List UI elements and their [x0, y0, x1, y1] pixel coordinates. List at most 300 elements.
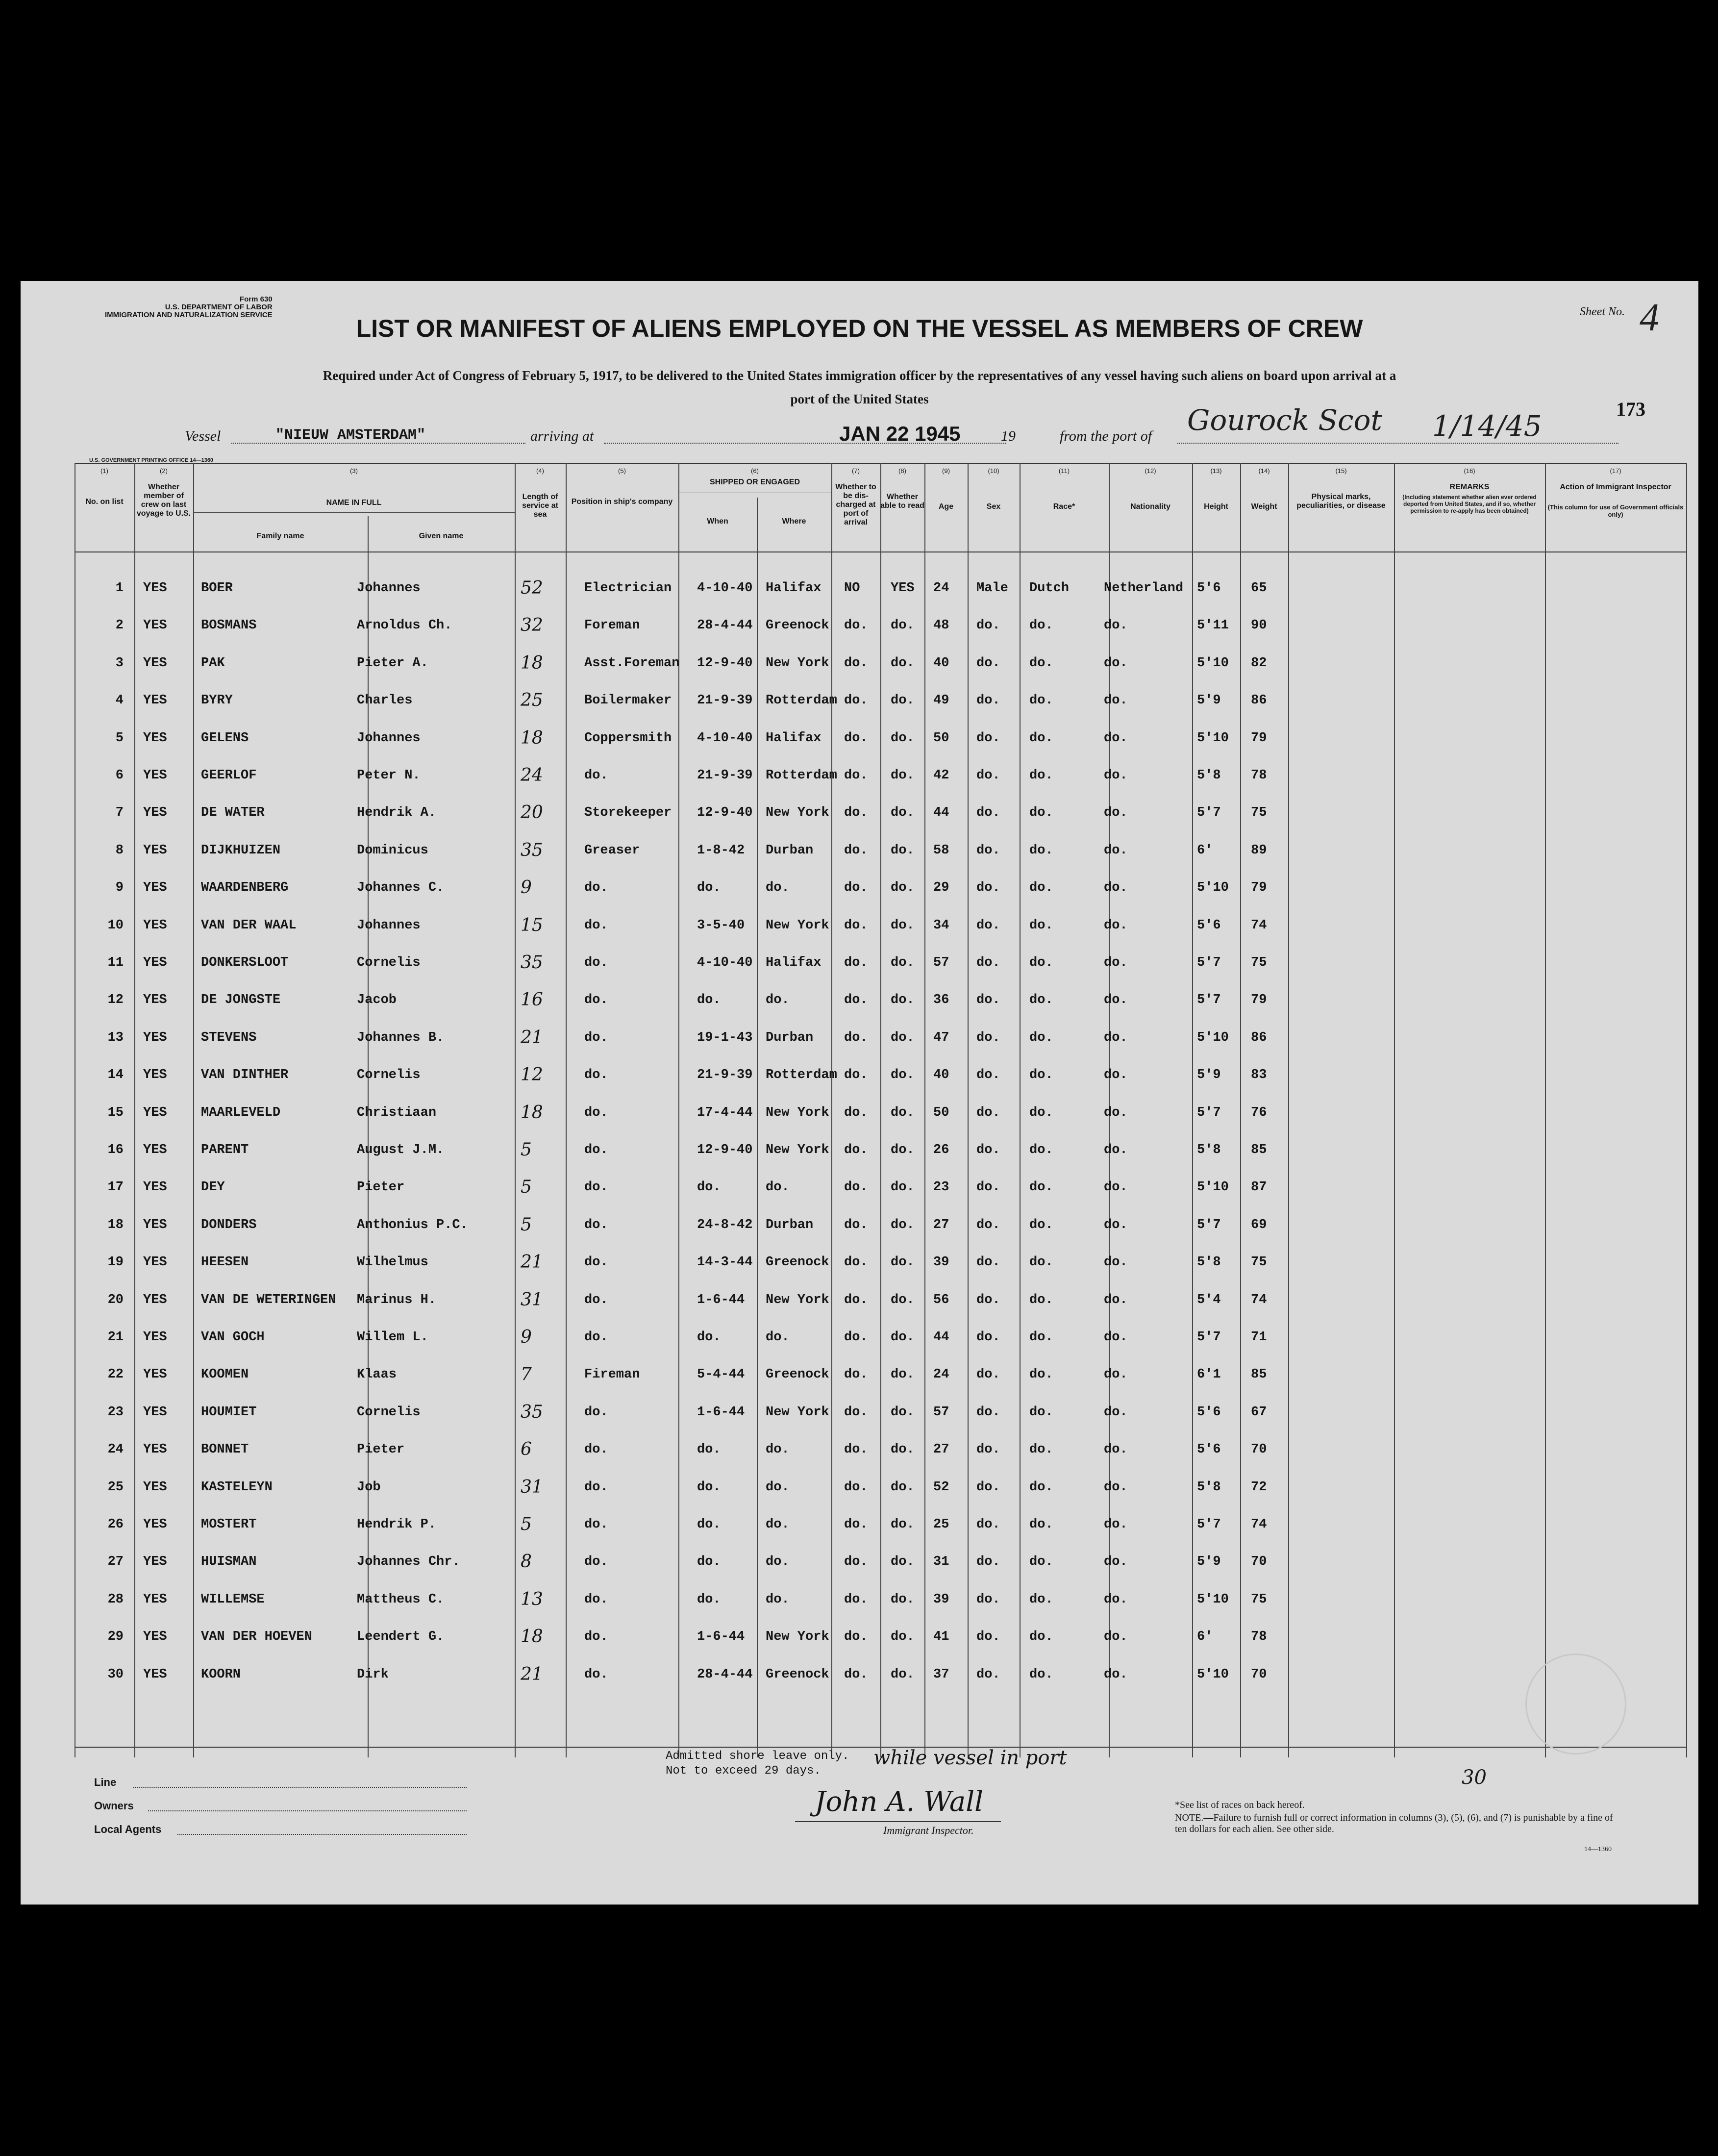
position-cell: Coppersmith	[584, 730, 672, 746]
form-code: 14—1360	[1584, 1846, 1612, 1853]
row-number-cell: 4	[115, 693, 124, 708]
shipped-when-cell: 14-3-44	[697, 1255, 753, 1270]
sex-cell: do.	[976, 955, 1000, 970]
weight-cell: 83	[1251, 1068, 1267, 1083]
shipped-when-cell: 1-6-44	[697, 1292, 745, 1307]
table-row	[75, 578, 1687, 601]
crew-last-voyage-cell: YES	[143, 1404, 167, 1420]
discharged-cell: do.	[844, 1554, 868, 1570]
age-cell: 27	[933, 1217, 949, 1232]
service-length-cell: 24	[521, 765, 543, 785]
shipped-where-cell: Greenock	[766, 618, 829, 633]
race-cell: do.	[1029, 1592, 1053, 1607]
family-name-cell: KOOMEN	[201, 1367, 249, 1382]
nationality-cell: do.	[1104, 730, 1128, 746]
sex-cell: do.	[976, 843, 1000, 858]
height-cell: 6'	[1197, 1630, 1213, 1645]
position-cell: do.	[584, 768, 608, 783]
col-num-15: (15)	[1335, 467, 1347, 475]
age-cell: 57	[933, 1404, 949, 1420]
row-number-cell: 1	[115, 581, 124, 596]
shipped-where-cell: Rotterdam	[766, 693, 837, 708]
table-row	[75, 1140, 1687, 1162]
sheet-number: 4	[1640, 296, 1659, 339]
shipped-when-cell: 21-9-39	[697, 693, 753, 708]
family-name-cell: PARENT	[201, 1143, 249, 1157]
position-cell: Foreman	[584, 618, 640, 633]
col-header-where: Where	[782, 517, 806, 526]
sex-cell: do.	[976, 655, 1000, 671]
service-length-cell: 12	[521, 1065, 543, 1085]
nationality-cell: do.	[1104, 993, 1128, 1008]
weight-cell: 76	[1251, 1105, 1267, 1120]
height-cell: 5'10	[1197, 1030, 1229, 1045]
sex-cell: do.	[976, 693, 1000, 708]
shipped-when-cell: 1-8-42	[697, 843, 745, 858]
table-row	[75, 1252, 1687, 1275]
table-row	[75, 877, 1687, 900]
able-to-read-cell: YES	[891, 581, 915, 596]
col-header-remarks: REMARKS	[1449, 483, 1490, 491]
race-cell: do.	[1029, 1292, 1053, 1307]
shipped-where-cell: do.	[766, 1330, 790, 1345]
given-name-cell: Wilhelmus	[357, 1255, 428, 1270]
race-cell: do.	[1029, 1105, 1053, 1120]
family-name-cell: MAARLEVELD	[201, 1105, 281, 1120]
shipped-when-cell: do.	[697, 1442, 721, 1457]
weight-cell: 78	[1251, 768, 1267, 783]
race-cell: do.	[1029, 1143, 1053, 1157]
sex-cell: do.	[976, 918, 1000, 933]
service-length-cell: 18	[521, 652, 543, 673]
position-cell: do.	[584, 1180, 608, 1195]
sex-cell: do.	[976, 1517, 1000, 1532]
height-cell: 6'	[1197, 843, 1213, 858]
service-length-cell: 18	[521, 1102, 543, 1123]
position-cell: do.	[584, 1030, 608, 1045]
position-cell: Fireman	[584, 1367, 640, 1382]
height-cell: 5'10	[1197, 880, 1229, 896]
shipped-where-cell: do.	[766, 880, 790, 896]
col-num-10: (10)	[988, 467, 999, 475]
discharged-cell: do.	[844, 1442, 868, 1457]
position-cell: do.	[584, 1105, 608, 1120]
family-name-cell: DONDERS	[201, 1217, 257, 1232]
row-number-cell: 23	[107, 1404, 124, 1420]
age-cell: 50	[933, 730, 949, 746]
col-num-9: (9)	[942, 467, 950, 475]
age-cell: 57	[933, 955, 949, 970]
discharged-cell: do.	[844, 880, 868, 896]
table-row	[75, 955, 1687, 975]
crew-last-voyage-cell: YES	[143, 655, 167, 671]
col-num-3: (3)	[350, 467, 358, 475]
crew-last-voyage-cell: YES	[143, 1105, 167, 1120]
shipped-where-cell: New York	[766, 1292, 829, 1307]
given-name-cell: Job	[357, 1479, 381, 1495]
race-cell: do.	[1029, 805, 1053, 821]
table-row	[75, 1065, 1687, 1087]
table-row	[75, 1177, 1687, 1200]
height-cell: 6'1	[1197, 1367, 1221, 1382]
position-cell: do.	[584, 1479, 608, 1495]
table-row	[75, 1514, 1687, 1537]
family-name-cell: BYRY	[201, 693, 233, 708]
service-length-cell: 52	[521, 578, 543, 598]
family-name-cell: DE WATER	[201, 805, 265, 821]
race-cell: do.	[1029, 1217, 1053, 1232]
height-cell: 5'6	[1197, 1442, 1221, 1457]
race-cell: do.	[1029, 1667, 1053, 1682]
crew-last-voyage-cell: YES	[143, 1442, 167, 1457]
given-name-cell: Cornelis	[357, 1068, 421, 1083]
service-length-cell: 9	[521, 1327, 532, 1347]
able-to-read-cell: do.	[891, 880, 915, 896]
from-port-label: from the port of	[1060, 428, 1152, 444]
service-length-cell: 5	[521, 1140, 532, 1160]
given-name-cell: August J.M.	[357, 1143, 445, 1157]
family-name-cell: GEERLOF	[201, 768, 257, 783]
service-length-cell: 9	[521, 877, 532, 898]
col-header-action: Action of Immigrant Inspector	[1560, 483, 1671, 491]
position-cell: do.	[584, 1255, 608, 1270]
row-number-cell: 26	[107, 1517, 124, 1532]
age-cell: 56	[933, 1292, 949, 1307]
able-to-read-cell: do.	[891, 1479, 915, 1495]
weight-cell: 79	[1251, 993, 1267, 1008]
service-length-cell: 18	[521, 1627, 543, 1647]
subtitle-line-2: port of the United States	[790, 392, 929, 406]
col-header-service: Length of service at sea	[522, 493, 558, 519]
given-name-cell: Leendert G.	[357, 1630, 445, 1645]
family-name-cell: VAN DE WETERINGEN	[201, 1292, 336, 1307]
position-cell: do.	[584, 1630, 608, 1645]
family-name-cell: HUISMAN	[201, 1554, 257, 1570]
shipped-when-cell: 4-10-40	[697, 955, 753, 970]
sex-cell: do.	[976, 1554, 1000, 1570]
shipped-where-cell: do.	[766, 1180, 790, 1195]
sex-cell: do.	[976, 1479, 1000, 1495]
shipped-where-cell: New York	[766, 1143, 829, 1157]
discharged-cell: do.	[844, 1667, 868, 1682]
sex-cell: do.	[976, 1404, 1000, 1420]
position-cell: do.	[584, 993, 608, 1008]
nationality-cell: do.	[1104, 1105, 1128, 1120]
row-number-cell: 2	[115, 618, 124, 633]
given-name-cell: Marinus H.	[357, 1292, 437, 1307]
weight-cell: 75	[1251, 955, 1267, 970]
race-cell: do.	[1029, 1255, 1053, 1270]
shipped-when-cell: do.	[697, 880, 721, 896]
row-number-cell: 14	[107, 1068, 124, 1083]
age-cell: 42	[933, 768, 949, 783]
row-number-cell: 21	[107, 1330, 124, 1345]
crew-last-voyage-cell: YES	[143, 805, 167, 821]
vessel-label: Vessel	[185, 428, 221, 444]
weight-cell: 82	[1251, 655, 1267, 671]
position-cell: do.	[584, 1592, 608, 1607]
family-name-cell: DEY	[201, 1180, 225, 1195]
family-name-cell: HOUMIET	[201, 1404, 257, 1420]
nationality-cell: do.	[1104, 1592, 1128, 1607]
age-cell: 39	[933, 1255, 949, 1270]
crew-last-voyage-cell: YES	[143, 1630, 167, 1645]
position-cell: Electrician	[584, 581, 672, 596]
crew-last-voyage-cell: YES	[143, 1180, 167, 1195]
age-cell: 41	[933, 1630, 949, 1645]
position-cell: do.	[584, 1554, 608, 1570]
shipped-when-cell: 21-9-39	[697, 768, 753, 783]
local-agents-label: Local Agents	[94, 1823, 162, 1835]
sex-cell: do.	[976, 1255, 1000, 1270]
weight-cell: 70	[1251, 1667, 1267, 1682]
discharged-cell: do.	[844, 1255, 868, 1270]
year-prefix: 19	[1001, 428, 1016, 444]
crew-last-voyage-cell: YES	[143, 1479, 167, 1495]
shipped-when-cell: 17-4-44	[697, 1105, 753, 1120]
race-cell: do.	[1029, 1442, 1053, 1457]
table-row	[75, 1102, 1687, 1125]
shipped-when-cell: 12-9-40	[697, 1143, 753, 1157]
shipped-when-cell: 21-9-39	[697, 1068, 753, 1083]
position-cell: Boilermaker	[584, 693, 672, 708]
col-header-action-note: (This column for use of Government officials only)	[1547, 503, 1684, 518]
race-cell: do.	[1029, 1180, 1053, 1195]
height-cell: 5'7	[1197, 805, 1221, 821]
crew-last-voyage-cell: YES	[143, 1217, 167, 1232]
discharged-cell: do.	[844, 955, 868, 970]
height-cell: 5'6	[1197, 581, 1221, 596]
sex-cell: do.	[976, 805, 1000, 821]
shipped-where-cell: do.	[766, 1479, 790, 1495]
discharged-cell: do.	[844, 1330, 868, 1345]
crew-last-voyage-cell: YES	[143, 993, 167, 1008]
sex-cell: do.	[976, 768, 1000, 783]
inspector-label: Immigrant Inspector.	[883, 1824, 974, 1836]
sex-cell: Male	[976, 581, 1008, 596]
table-row	[75, 1327, 1687, 1350]
weight-cell: 67	[1251, 1404, 1267, 1420]
given-name-cell: Pieter	[357, 1442, 405, 1457]
sex-cell: do.	[976, 880, 1000, 896]
row-number-cell: 25	[107, 1479, 124, 1495]
able-to-read-cell: do.	[891, 1592, 915, 1607]
table-row	[75, 1554, 1687, 1574]
given-name-cell: Johannes B.	[357, 1030, 445, 1045]
sex-cell: do.	[976, 1292, 1000, 1307]
age-cell: 29	[933, 880, 949, 896]
position-cell: Asst.Foreman	[584, 655, 680, 671]
position-cell: do.	[584, 1068, 608, 1083]
height-cell: 5'10	[1197, 730, 1229, 746]
height-cell: 5'10	[1197, 655, 1229, 671]
date-handwritten: 1/14/45	[1432, 409, 1542, 443]
position-cell: do.	[584, 1330, 608, 1345]
nationality-cell: do.	[1104, 955, 1128, 970]
shipped-when-cell: do.	[697, 1592, 721, 1607]
service-length-cell: 5	[521, 1214, 532, 1235]
given-name-cell: Johannes	[357, 730, 421, 746]
shipped-when-cell: 12-9-40	[697, 805, 753, 821]
crew-last-voyage-cell: YES	[143, 1517, 167, 1532]
nationality-cell: do.	[1104, 880, 1128, 896]
sex-cell: do.	[976, 730, 1000, 746]
weight-cell: 70	[1251, 1554, 1267, 1570]
line-label: Line	[94, 1776, 117, 1788]
height-cell: 5'9	[1197, 693, 1221, 708]
height-cell: 5'8	[1197, 1479, 1221, 1495]
table-row	[75, 990, 1687, 1012]
able-to-read-cell: do.	[891, 1517, 915, 1532]
family-name-cell: KASTELEYN	[201, 1479, 273, 1495]
manifest-sheet	[21, 281, 1698, 1905]
race-cell: do.	[1029, 880, 1053, 896]
vessel-name: "NIEUW AMSTERDAM"	[275, 427, 426, 444]
able-to-read-cell: do.	[891, 768, 915, 783]
race-cell: do.	[1029, 730, 1053, 746]
weight-cell: 74	[1251, 1517, 1267, 1532]
discharged-cell: do.	[844, 918, 868, 933]
given-name-cell: Anthonius P.C.	[357, 1217, 468, 1232]
given-name-cell: Pieter A.	[357, 655, 428, 671]
row-number-cell: 16	[107, 1143, 124, 1157]
height-cell: 5'8	[1197, 1255, 1221, 1270]
discharged-cell: do.	[844, 993, 868, 1008]
family-name-cell: VAN DINTHER	[201, 1068, 289, 1083]
weight-cell: 87	[1251, 1180, 1267, 1195]
sheet-label: Sheet No.	[1580, 305, 1625, 318]
row-number-cell: 9	[115, 880, 124, 896]
weight-cell: 75	[1251, 1255, 1267, 1270]
given-name-cell: Dominicus	[357, 843, 428, 858]
col-header-physical: Physical marks, peculiarities, or disease	[1296, 493, 1386, 510]
able-to-read-cell: do.	[891, 1330, 915, 1345]
weight-cell: 65	[1251, 581, 1267, 596]
shipped-where-cell: do.	[766, 1442, 790, 1457]
crew-last-voyage-cell: YES	[143, 618, 167, 633]
age-cell: 58	[933, 843, 949, 858]
height-cell: 5'8	[1197, 768, 1221, 783]
page-title: LIST OR MANIFEST OF ALIENS EMPLOYED ON THE VESSEL AS MEMBERS OF CREW	[356, 315, 1363, 342]
given-name-cell: Christiaan	[357, 1105, 437, 1120]
handwritten-note: while vessel in port	[873, 1747, 1067, 1769]
given-name-cell: Jacob	[357, 993, 397, 1008]
shipped-when-cell: 4-10-40	[697, 581, 753, 596]
table-row	[75, 1439, 1687, 1462]
service-length-cell: 15	[521, 915, 543, 935]
position-cell: do.	[584, 1442, 608, 1457]
row-number-cell: 13	[107, 1030, 124, 1045]
service-length-cell: 18	[521, 727, 543, 748]
given-name-cell: Hendrik A.	[357, 805, 437, 821]
family-name-cell: BONNET	[201, 1442, 249, 1457]
age-cell: 24	[933, 1367, 949, 1382]
sex-cell: do.	[976, 1068, 1000, 1083]
family-name-cell: VAN GOCH	[201, 1330, 265, 1345]
height-cell: 5'6	[1197, 1404, 1221, 1420]
height-cell: 5'7	[1197, 955, 1221, 970]
weight-cell: 90	[1251, 618, 1267, 633]
service-length-cell: 31	[521, 1289, 543, 1310]
table-row	[75, 840, 1687, 863]
sex-cell: do.	[976, 1630, 1000, 1645]
arriving-label: arriving at	[530, 428, 594, 444]
given-name-cell: Dirk	[357, 1667, 389, 1682]
age-cell: 39	[933, 1592, 949, 1607]
position-cell: do.	[584, 918, 608, 933]
race-cell: do.	[1029, 1479, 1053, 1495]
service-length-cell: 31	[521, 1477, 543, 1497]
given-name-cell: Johannes C.	[357, 880, 445, 896]
position-cell: do.	[584, 880, 608, 896]
col-num-17: (17)	[1610, 467, 1621, 475]
age-cell: 27	[933, 1442, 949, 1457]
weight-cell: 89	[1251, 843, 1267, 858]
given-name-cell: Charles	[357, 693, 413, 708]
table-row	[75, 1402, 1687, 1425]
crew-last-voyage-cell: YES	[143, 1367, 167, 1382]
position-cell: do.	[584, 1217, 608, 1232]
age-cell: 31	[933, 1554, 949, 1570]
shipped-where-cell: do.	[766, 1517, 790, 1532]
height-cell: 5'7	[1197, 1217, 1221, 1232]
col-num-13: (13)	[1210, 467, 1222, 475]
nationality-cell: do.	[1104, 843, 1128, 858]
family-name-cell: KOORN	[201, 1667, 241, 1682]
race-cell: do.	[1029, 843, 1053, 858]
given-name-cell: Peter N.	[357, 768, 421, 783]
able-to-read-cell: do.	[891, 1143, 915, 1157]
row-number-cell: 11	[107, 955, 124, 970]
shipped-where-cell: Halifax	[766, 581, 822, 596]
shipped-where-cell: do.	[766, 1592, 790, 1607]
discharged-cell: do.	[844, 1068, 868, 1083]
family-name-cell: WILLEMSE	[201, 1592, 265, 1607]
able-to-read-cell: do.	[891, 1292, 915, 1307]
position-cell: Storekeeper	[584, 805, 672, 821]
shipped-where-cell: New York	[766, 1105, 829, 1120]
family-name-cell: BOSMANS	[201, 618, 257, 633]
age-cell: 40	[933, 655, 949, 671]
col-header-sex: Sex	[986, 502, 1001, 511]
col-num-5: (5)	[618, 467, 626, 475]
discharged-cell: do.	[844, 1630, 868, 1645]
age-cell: 48	[933, 618, 949, 633]
col-num-6: (6)	[751, 467, 759, 475]
race-cell: do.	[1029, 1517, 1053, 1532]
able-to-read-cell: do.	[891, 1630, 915, 1645]
shipped-when-cell: do.	[697, 1180, 721, 1195]
weight-cell: 74	[1251, 918, 1267, 933]
family-name-cell: DIJKHUIZEN	[201, 843, 281, 858]
shipped-where-cell: Halifax	[766, 730, 822, 746]
nationality-cell: do.	[1104, 1630, 1128, 1645]
discharged-cell: do.	[844, 730, 868, 746]
able-to-read-cell: do.	[891, 655, 915, 671]
crew-last-voyage-cell: YES	[143, 843, 167, 858]
col-header-crew: Whether member of crew on last voyage to U.S.	[136, 483, 191, 518]
nationality-cell: do.	[1104, 1404, 1128, 1420]
table-row	[75, 1214, 1687, 1237]
given-name-cell: Mattheus C.	[357, 1592, 445, 1607]
form-id: Form 630 U.S. DEPARTMENT OF LABOR IMMIGRATION AND NATURALIZATION SERVICE	[105, 295, 273, 319]
col-header-when: When	[707, 517, 728, 526]
crew-last-voyage-cell: YES	[143, 1255, 167, 1270]
discharged-cell: do.	[844, 1592, 868, 1607]
nationality-cell: do.	[1104, 1330, 1128, 1345]
crew-last-voyage-cell: YES	[143, 581, 167, 596]
height-cell: 5'9	[1197, 1068, 1221, 1083]
